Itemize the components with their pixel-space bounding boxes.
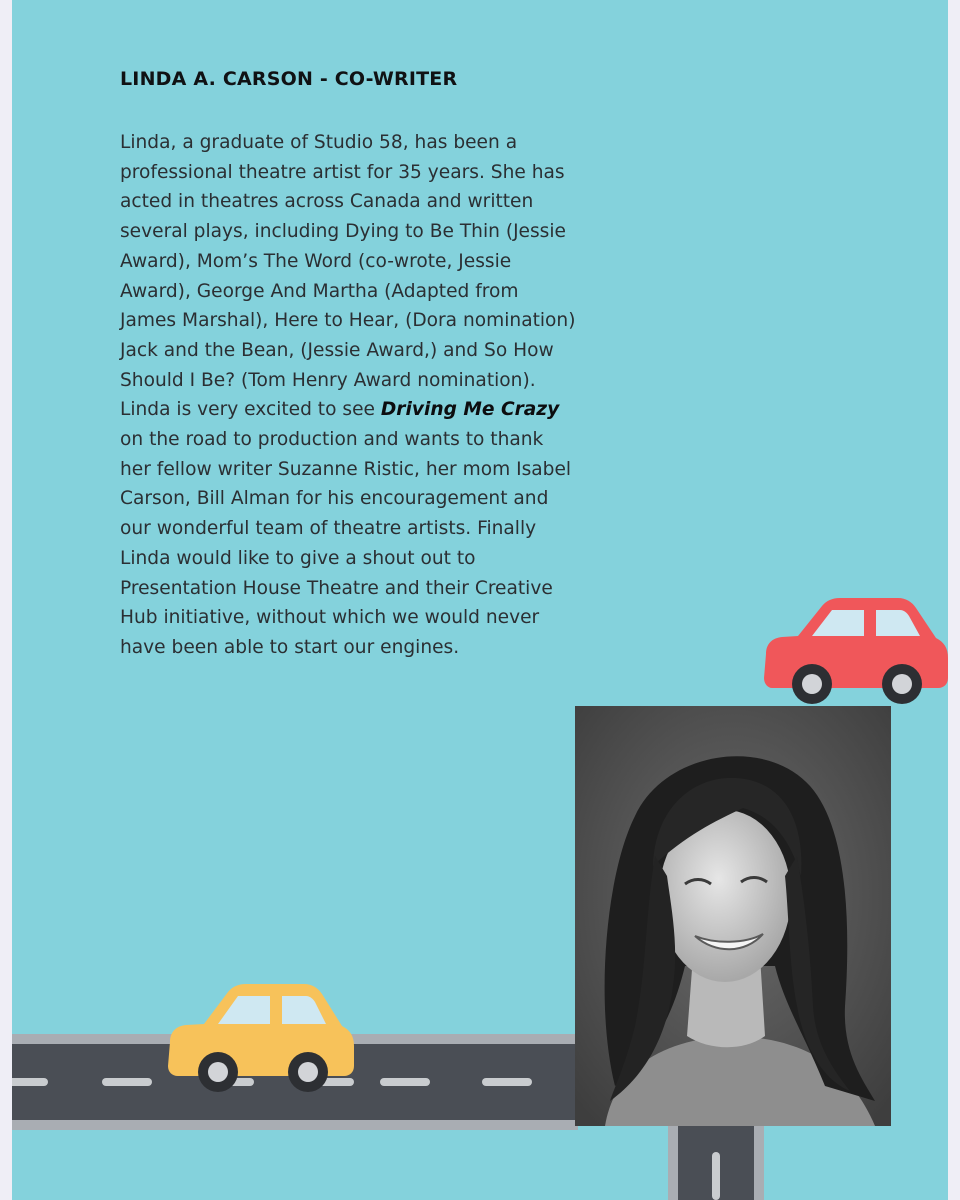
road-illustration	[668, 1122, 764, 1200]
bio-part-1: Linda, a graduate of Studio 58, has been a professional theatre artist for 35 years. She has acted in theatres across Canada and written several plays, including Dying to Be Thin (Jessie Award), Mom’s The Word (co-wrote, Jessie Award), George And Martha (Adapted from James Marshal), Here to Hear, (Dora nomination) Jack and the Bean, (Jessie Award,) and So How Should I Be? (Tom Henry Award nomination). Linda is very excited to see	[120, 132, 576, 421]
bio-part-2: on the road to production and wants to thank her fellow writer Suzanne Ristic, her mom Isabel Carson, Bill Alman for his encouragement and our wonderful team of theatre artists. Finally Linda would like to give a shout out to Presentation House Theatre and their Creative Hub initiative, without which we would never have been able to start our engines.	[120, 429, 572, 658]
program-page	[12, 0, 948, 1200]
bio-text	[120, 128, 580, 663]
red-car-icon	[760, 592, 948, 706]
page-title: LINDA A. CARSON - CO-WRITER	[120, 68, 458, 90]
show-title: Driving Me Crazy	[380, 399, 560, 421]
yellow-car-icon	[164, 978, 358, 1092]
portrait-photo	[575, 706, 891, 1126]
